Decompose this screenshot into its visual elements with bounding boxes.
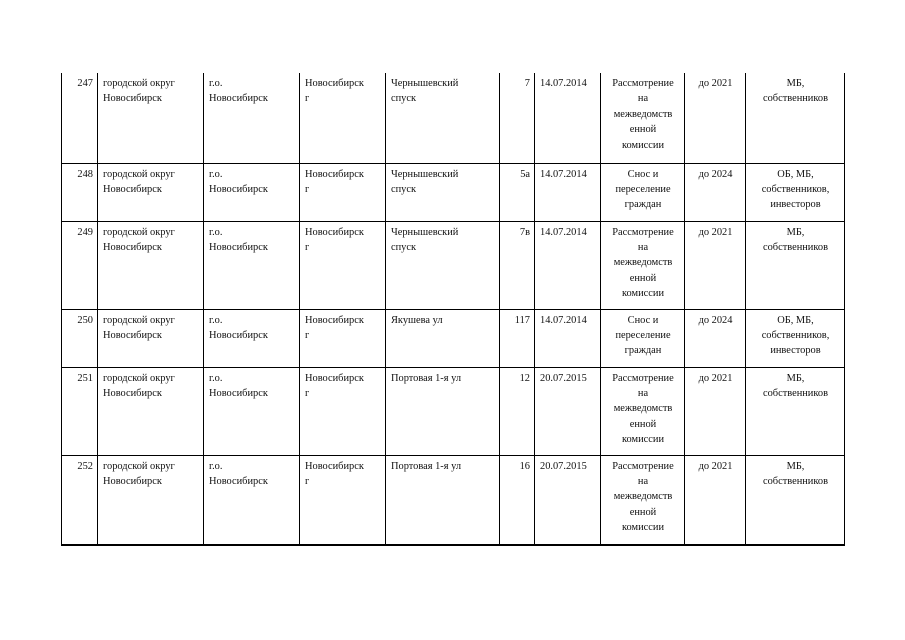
funding-source-line: инвесторов: [770, 345, 821, 357]
street-line: спуск: [391, 241, 417, 253]
municipality-cell: [98, 367, 204, 455]
table-body: [62, 73, 845, 545]
row-number-text: 249: [77, 226, 93, 238]
house-number-text: 12: [519, 372, 530, 384]
planned-action-line: комиссии: [622, 139, 664, 151]
street-line: Чернышевский: [391, 78, 459, 89]
planned-action-line: енной: [629, 418, 657, 430]
district-line: Новосибирск: [209, 329, 268, 341]
planned-action-cell: [601, 163, 685, 221]
district-line: г.о.: [209, 78, 223, 89]
street-cell: [386, 221, 500, 309]
house-number-cell: [500, 455, 535, 545]
table-row: [62, 163, 845, 221]
locality-cell: [300, 73, 386, 163]
table-row: [62, 367, 845, 455]
row-number-text: 252: [77, 460, 93, 472]
locality-line: Новосибирск: [305, 314, 364, 326]
deadline-text: до 2021: [698, 372, 733, 384]
planned-action-line: Рассмотрение: [612, 372, 674, 384]
planned-action-line: комиссии: [622, 522, 664, 534]
funding-source-line: МБ,: [786, 78, 805, 89]
funding-source-line: ОБ, МБ,: [777, 314, 814, 326]
planned-action-cell: [601, 73, 685, 163]
row-number-text: 247: [77, 78, 93, 89]
planned-action-line: граждан: [624, 345, 662, 357]
row-number-cell: [62, 455, 98, 545]
planned-action-line: на: [637, 475, 649, 487]
street-cell: [386, 455, 500, 545]
district-cell: [204, 455, 300, 545]
house-number-text: 7: [524, 78, 530, 89]
deadline-cell: [685, 367, 746, 455]
planned-action-line: Рассмотрение: [612, 226, 674, 238]
municipality-line: Новосибирск: [103, 241, 162, 253]
planned-action-line: на: [637, 387, 649, 399]
funding-source-line: ОБ, МБ,: [777, 168, 814, 180]
locality-line: Новосибирск: [305, 460, 364, 472]
date-text: 20.07.2015: [540, 372, 587, 384]
funding-source-line: собственников,: [761, 329, 830, 341]
district-line: Новосибирск: [209, 475, 268, 487]
locality-cell: [300, 163, 386, 221]
deadline-text: до 2021: [698, 78, 733, 89]
planned-action-line: енной: [629, 124, 657, 136]
locality-cell: [300, 309, 386, 367]
deadline-text: до 2021: [698, 460, 733, 472]
planned-action-line: переселение: [615, 183, 671, 195]
municipality-line: Новосибирск: [103, 387, 162, 399]
house-number-text: 117: [514, 314, 530, 326]
house-number-cell: [500, 367, 535, 455]
date-text: 14.07.2014: [540, 168, 587, 180]
district-line: Новосибирск: [209, 241, 268, 253]
planned-action-line: комиссии: [622, 434, 664, 446]
district-cell: [204, 73, 300, 163]
row-number-cell: [62, 73, 98, 163]
date-cell: [535, 221, 601, 309]
funding-source-line: МБ,: [786, 372, 805, 384]
funding-source-cell: [746, 221, 845, 309]
planned-action-line: переселение: [615, 329, 671, 341]
funding-source-line: собственников: [762, 241, 828, 253]
locality-cell: [300, 455, 386, 545]
date-cell: [535, 309, 601, 367]
locality-cell: [300, 221, 386, 309]
planned-action-line: енной: [629, 272, 657, 284]
district-line: г.о.: [209, 314, 223, 326]
locality-line: г: [305, 475, 310, 487]
district-cell: [204, 367, 300, 455]
funding-source-line: собственников: [762, 475, 828, 487]
municipality-line: Новосибирск: [103, 93, 162, 105]
district-line: г.о.: [209, 372, 223, 384]
funding-source-cell: [746, 309, 845, 367]
house-number-cell: [500, 163, 535, 221]
street-cell: [386, 73, 500, 163]
date-cell: [535, 73, 601, 163]
date-text: 20.07.2015: [540, 460, 587, 472]
funding-source-cell: [746, 367, 845, 455]
locality-cell: [300, 367, 386, 455]
municipality-cell: [98, 73, 204, 163]
date-cell: [535, 455, 601, 545]
street-line: Якушева ул: [391, 314, 443, 326]
locality-line: г: [305, 329, 310, 341]
district-line: Новосибирск: [209, 387, 268, 399]
district-line: г.о.: [209, 460, 223, 472]
date-text: 14.07.2014: [540, 314, 587, 326]
street-line: Портовая 1-я ул: [391, 460, 462, 472]
planned-action-line: енной: [629, 506, 657, 518]
locality-line: г: [305, 241, 310, 253]
funding-source-line: МБ,: [786, 226, 805, 238]
district-line: Новосибирск: [209, 93, 268, 105]
deadline-cell: [685, 455, 746, 545]
funding-source-line: инвесторов: [770, 199, 821, 211]
table-row: [62, 455, 845, 545]
row-number-cell: [62, 163, 98, 221]
municipality-line: Новосибирск: [103, 475, 162, 487]
date-cell: [535, 163, 601, 221]
municipality-cell: [98, 221, 204, 309]
date-text: 14.07.2014: [540, 78, 587, 89]
row-number-text: 250: [77, 314, 93, 326]
funding-source-cell: [746, 455, 845, 545]
street-line: спуск: [391, 93, 417, 105]
locality-line: г: [305, 93, 310, 105]
house-number-cell: [500, 309, 535, 367]
planned-action-cell: [601, 455, 685, 545]
deadline-cell: [685, 73, 746, 163]
house-number-cell: [500, 73, 535, 163]
locality-line: г: [305, 183, 310, 195]
municipality-cell: [98, 163, 204, 221]
planned-action-line: межведомств: [613, 108, 673, 120]
table-row: [62, 221, 845, 309]
municipality-line: городской округ: [103, 314, 175, 326]
street-line: Чернышевский: [391, 168, 459, 180]
planned-action-cell: [601, 367, 685, 455]
municipality-line: городской округ: [103, 226, 175, 238]
deadline-cell: [685, 309, 746, 367]
locality-line: Новосибирск: [305, 78, 364, 89]
municipality-line: городской округ: [103, 460, 175, 472]
deadline-text: до 2021: [698, 226, 733, 238]
planned-action-line: Рассмотрение: [612, 78, 674, 89]
funding-source-cell: [746, 163, 845, 221]
locality-line: Новосибирск: [305, 372, 364, 384]
house-number-text: 16: [519, 460, 530, 472]
planned-action-cell: [601, 221, 685, 309]
municipality-line: Новосибирск: [103, 183, 162, 195]
street-line: спуск: [391, 183, 417, 195]
planned-action-line: межведомств: [613, 403, 673, 415]
house-number-cell: [500, 221, 535, 309]
row-number-cell: [62, 221, 98, 309]
row-number-text: 251: [77, 372, 93, 384]
row-number-cell: [62, 309, 98, 367]
district-cell: [204, 221, 300, 309]
street-cell: [386, 367, 500, 455]
district-line: г.о.: [209, 168, 223, 180]
municipality-cell: [98, 455, 204, 545]
planned-action-line: Снос и: [627, 314, 659, 326]
municipality-cell: [98, 309, 204, 367]
housing-registry-table: [61, 73, 845, 546]
deadline-text: до 2024: [698, 314, 733, 326]
locality-line: г: [305, 387, 310, 399]
funding-source-line: собственников: [762, 387, 828, 399]
funding-source-line: собственников,: [761, 183, 830, 195]
district-line: г.о.: [209, 226, 223, 238]
district-cell: [204, 309, 300, 367]
municipality-line: Новосибирск: [103, 329, 162, 341]
planned-action-line: комиссии: [622, 288, 664, 300]
planned-action-line: межведомств: [613, 257, 673, 269]
funding-source-line: МБ,: [786, 460, 805, 472]
planned-action-line: Снос и: [627, 168, 659, 180]
house-number-text: 5а: [520, 168, 530, 180]
street-cell: [386, 163, 500, 221]
municipality-line: городской округ: [103, 78, 175, 89]
date-cell: [535, 367, 601, 455]
deadline-cell: [685, 163, 746, 221]
street-cell: [386, 309, 500, 367]
table-row: [62, 309, 845, 367]
table-row: [62, 73, 845, 163]
locality-line: Новосибирск: [305, 168, 364, 180]
locality-line: Новосибирск: [305, 226, 364, 238]
street-line: Чернышевский: [391, 226, 459, 238]
row-number-text: 248: [77, 168, 93, 180]
funding-source-line: собственников: [762, 93, 828, 105]
planned-action-line: межведомств: [613, 491, 673, 503]
date-text: 14.07.2014: [540, 226, 587, 238]
deadline-text: до 2024: [698, 168, 733, 180]
funding-source-cell: [746, 73, 845, 163]
row-number-cell: [62, 367, 98, 455]
planned-action-line: Рассмотрение: [612, 460, 674, 472]
municipality-line: городской округ: [103, 168, 175, 180]
house-number-text: 7в: [519, 226, 530, 238]
street-line: Портовая 1-я ул: [391, 372, 462, 384]
planned-action-line: на: [637, 241, 649, 253]
municipality-line: городской округ: [103, 372, 175, 384]
district-cell: [204, 163, 300, 221]
district-line: Новосибирск: [209, 183, 268, 195]
planned-action-line: граждан: [624, 199, 662, 211]
planned-action-line: на: [637, 93, 649, 105]
planned-action-cell: [601, 309, 685, 367]
deadline-cell: [685, 221, 746, 309]
